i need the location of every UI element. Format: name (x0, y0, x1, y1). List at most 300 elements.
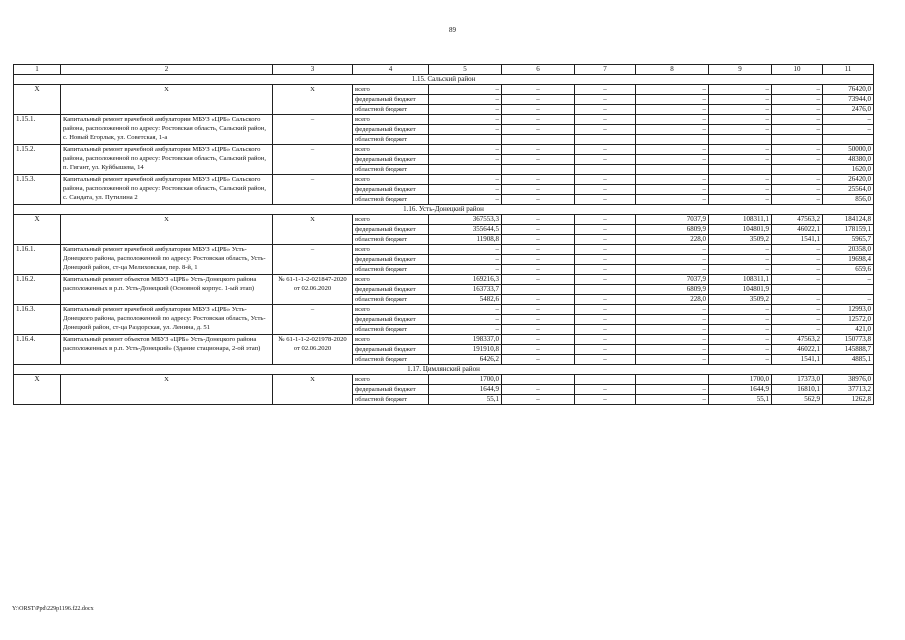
value-cell (709, 135, 772, 145)
value-cell: 198337,0 (429, 335, 502, 345)
value-cell: 11908,8 (429, 235, 502, 245)
value-cell: – (709, 305, 772, 315)
value-cell: 1262,8 (823, 395, 874, 405)
page-number: 89 (449, 26, 456, 34)
value-cell: 3509,2 (709, 295, 772, 305)
value-cell: – (429, 255, 502, 265)
funding-source: всего (353, 245, 429, 255)
value-cell: 355644,5 (429, 225, 502, 235)
value-cell: 1644,9 (429, 385, 502, 395)
value-cell: – (575, 145, 636, 155)
header-cell: 3 (273, 65, 353, 75)
value-cell: – (502, 355, 575, 365)
value-cell: – (772, 145, 823, 155)
value-cell: – (772, 255, 823, 265)
value-cell: – (575, 85, 636, 95)
value-cell: – (502, 105, 575, 115)
value-cell: – (502, 225, 575, 235)
value-cell: 228,0 (636, 235, 709, 245)
value-cell: – (429, 85, 502, 95)
value-cell: – (575, 185, 636, 195)
value-cell: – (636, 255, 709, 265)
value-cell: – (772, 315, 823, 325)
item-document: – (273, 115, 353, 145)
header-cell: 9 (709, 65, 772, 75)
value-cell: – (709, 255, 772, 265)
value-cell: – (772, 115, 823, 125)
value-cell: – (502, 245, 575, 255)
item-name: Капитальный ремонт объектов МБУЗ «ЦРБ» Усть-Донецкого района расположенных в р.п. Усть-Донецкий (Основной корпус. 1-ый этап) (61, 275, 273, 305)
value-cell (575, 375, 636, 385)
value-cell: 7037,9 (636, 275, 709, 285)
value-cell (429, 165, 502, 175)
item-document: – (273, 145, 353, 175)
value-cell: 12993,0 (823, 305, 874, 315)
value-cell: – (823, 295, 874, 305)
value-cell: – (636, 355, 709, 365)
item-document: № 61-1-1-2-021847-2020 от 02.06.2020 (273, 275, 353, 305)
funding-source: областной бюджет (353, 295, 429, 305)
value-cell: – (772, 85, 823, 95)
value-cell: – (502, 175, 575, 185)
value-cell: – (772, 105, 823, 115)
value-cell: 46022,1 (772, 345, 823, 355)
value-cell: – (502, 325, 575, 335)
item-number: 1.16.2. (14, 275, 61, 305)
section-row (14, 75, 874, 85)
value-cell: – (502, 395, 575, 405)
value-cell: – (636, 335, 709, 345)
value-cell: – (575, 245, 636, 255)
funding-source: всего (353, 275, 429, 285)
value-cell: – (502, 305, 575, 315)
value-cell: 5482,6 (429, 295, 502, 305)
item-number: 1.15.3. (14, 175, 61, 205)
table-row (14, 115, 874, 125)
footer-path: Y:\ORST\Ppd\229p1196.f22.docx (12, 606, 94, 612)
value-cell: – (709, 355, 772, 365)
value-cell: – (502, 335, 575, 345)
value-cell: – (709, 335, 772, 345)
value-cell: – (502, 85, 575, 95)
value-cell: – (636, 315, 709, 325)
item-name: Капитальный ремонт врачебной амбулатории МБУЗ «ЦРБ» Сальского района, расположенной по адресу: Ростовская область, Сальский район, п. Гигант, ул. Куйбышева, 14 (61, 145, 273, 175)
item-document: – (273, 305, 353, 335)
funding-source: областной бюджет (353, 325, 429, 335)
value-cell: – (502, 345, 575, 355)
value-cell: 1644,9 (709, 385, 772, 395)
value-cell: – (575, 325, 636, 335)
value-cell: – (575, 265, 636, 275)
value-cell: – (429, 95, 502, 105)
header-cell: 8 (636, 65, 709, 75)
header-cell: 7 (575, 65, 636, 75)
value-cell: 16810,1 (772, 385, 823, 395)
funding-source: областной бюджет (353, 235, 429, 245)
value-cell: – (636, 125, 709, 135)
value-cell: – (502, 215, 575, 225)
value-cell: – (575, 295, 636, 305)
value-cell: – (575, 195, 636, 205)
value-cell: – (502, 315, 575, 325)
funding-source: всего (353, 175, 429, 185)
value-cell: 1541,1 (772, 355, 823, 365)
value-cell: – (502, 145, 575, 155)
value-cell: – (429, 305, 502, 315)
value-cell: – (709, 115, 772, 125)
funding-source: всего (353, 215, 429, 225)
value-cell: – (772, 325, 823, 335)
value-cell: 19698,4 (823, 255, 874, 265)
item-number: X (14, 85, 61, 115)
value-cell: 6809,9 (636, 225, 709, 235)
value-cell (575, 165, 636, 175)
funding-source: областной бюджет (353, 135, 429, 145)
value-cell: – (575, 275, 636, 285)
value-cell: 367553,3 (429, 215, 502, 225)
value-cell: – (429, 175, 502, 185)
table-row (14, 375, 874, 385)
value-cell (575, 135, 636, 145)
value-cell: – (575, 335, 636, 345)
value-cell: 47563,2 (772, 335, 823, 345)
value-cell: – (772, 195, 823, 205)
value-cell: – (575, 155, 636, 165)
value-cell: 6426,2 (429, 355, 502, 365)
value-cell: – (636, 155, 709, 165)
value-cell (502, 135, 575, 145)
value-cell: – (502, 295, 575, 305)
value-cell: – (823, 115, 874, 125)
value-cell (575, 285, 636, 295)
item-number: X (14, 215, 61, 245)
value-cell: – (636, 325, 709, 335)
item-name: Капитальный ремонт врачебной амбулатории МБУЗ «ЦРБ» Сальского района, расположенной по адресу: Ростовская область, Сальский район, с. Сандата, ул. Путилина 2 (61, 175, 273, 205)
value-cell: – (575, 115, 636, 125)
item-document: X (273, 375, 353, 405)
value-cell: – (823, 275, 874, 285)
budget-table (13, 64, 874, 405)
value-cell: – (636, 245, 709, 255)
value-cell: – (636, 265, 709, 275)
value-cell: – (709, 185, 772, 195)
funding-source: федеральный бюджет (353, 225, 429, 235)
value-cell: – (709, 345, 772, 355)
value-cell: 191910,8 (429, 345, 502, 355)
item-number: 1.16.3. (14, 305, 61, 335)
value-cell: 108311,1 (709, 215, 772, 225)
value-cell: – (429, 125, 502, 135)
section-title: 1.15. Сальский район (14, 75, 874, 85)
value-cell: 37713,2 (823, 385, 874, 395)
header-cell: 5 (429, 65, 502, 75)
value-cell: 108311,1 (709, 275, 772, 285)
value-cell: – (636, 115, 709, 125)
value-cell: 1541,1 (772, 235, 823, 245)
value-cell: 104801,9 (709, 285, 772, 295)
value-cell: 46022,1 (772, 225, 823, 235)
value-cell: – (709, 315, 772, 325)
value-cell: – (429, 325, 502, 335)
value-cell: – (636, 395, 709, 405)
section-title: 1.17. Цимлянский район (14, 365, 874, 375)
value-cell: – (709, 145, 772, 155)
funding-source: всего (353, 335, 429, 345)
value-cell: – (575, 95, 636, 105)
value-cell: – (636, 95, 709, 105)
value-cell: 856,0 (823, 195, 874, 205)
value-cell (709, 165, 772, 175)
value-cell: – (709, 175, 772, 185)
value-cell: – (502, 185, 575, 195)
value-cell: 184124,8 (823, 215, 874, 225)
funding-source: областной бюджет (353, 195, 429, 205)
funding-source: федеральный бюджет (353, 155, 429, 165)
value-cell: – (709, 265, 772, 275)
value-cell: – (709, 125, 772, 135)
value-cell: – (575, 175, 636, 185)
value-cell: – (709, 325, 772, 335)
value-cell: 3509,2 (709, 235, 772, 245)
value-cell: 20358,0 (823, 245, 874, 255)
section-row (14, 365, 874, 375)
value-cell: – (429, 195, 502, 205)
table-row (14, 305, 874, 315)
funding-source: федеральный бюджет (353, 285, 429, 295)
item-name: Капитальный ремонт объектов МБУЗ «ЦРБ» Усть-Донецкого района расположенных в р.п. Усть-Донецкий» (Здание стационара, 2-ой этап) (61, 335, 273, 365)
funding-source: федеральный бюджет (353, 345, 429, 355)
value-cell: – (823, 125, 874, 135)
value-cell: – (429, 115, 502, 125)
value-cell: 38976,0 (823, 375, 874, 385)
item-name: Капитальный ремонт врачебной амбулатории МБУЗ «ЦРБ» Усть-Донецкого района, расположенной по адресу: Ростовская область, Усть-Донецкий район, ст-ца Мелиховская, пер. 8-й, 1 (61, 245, 273, 275)
value-cell: – (429, 245, 502, 255)
value-cell: 163733,7 (429, 285, 502, 295)
value-cell: – (709, 95, 772, 105)
value-cell (823, 285, 874, 295)
value-cell: 169216,3 (429, 275, 502, 285)
value-cell: 2476,0 (823, 105, 874, 115)
value-cell: – (575, 315, 636, 325)
item-number: 1.15.2. (14, 145, 61, 175)
value-cell: – (575, 235, 636, 245)
value-cell: – (772, 175, 823, 185)
funding-source: всего (353, 85, 429, 95)
header-cell: 1 (14, 65, 61, 75)
value-cell: 145888,7 (823, 345, 874, 355)
value-cell: – (709, 245, 772, 255)
item-name: X (61, 215, 273, 245)
value-cell (636, 135, 709, 145)
funding-source: федеральный бюджет (353, 185, 429, 195)
header-row (14, 65, 874, 75)
value-cell: 55,1 (429, 395, 502, 405)
item-number: X (14, 375, 61, 405)
value-cell: – (636, 105, 709, 115)
value-cell: – (709, 155, 772, 165)
value-cell (502, 165, 575, 175)
value-cell: – (636, 85, 709, 95)
value-cell: 104801,9 (709, 225, 772, 235)
item-document: X (273, 85, 353, 115)
value-cell (636, 375, 709, 385)
value-cell: – (772, 125, 823, 135)
value-cell: 178159,1 (823, 225, 874, 235)
value-cell: – (575, 305, 636, 315)
value-cell: – (575, 105, 636, 115)
funding-source: всего (353, 115, 429, 125)
value-cell: – (502, 385, 575, 395)
value-cell: – (575, 345, 636, 355)
value-cell: – (575, 355, 636, 365)
value-cell: 228,0 (636, 295, 709, 305)
value-cell: – (772, 305, 823, 315)
value-cell: – (429, 155, 502, 165)
item-number: 1.16.4. (14, 335, 61, 365)
item-name: X (61, 85, 273, 115)
table-row (14, 275, 874, 285)
value-cell: 6809,9 (636, 285, 709, 295)
value-cell: 12572,0 (823, 315, 874, 325)
table-row (14, 175, 874, 185)
value-cell: 48380,0 (823, 155, 874, 165)
value-cell: – (709, 105, 772, 115)
value-cell: 5965,7 (823, 235, 874, 245)
item-document: № 61-1-1-2-021978-2020 от 02.06.2020 (273, 335, 353, 365)
value-cell: 76420,0 (823, 85, 874, 95)
value-cell (823, 135, 874, 145)
value-cell: – (502, 125, 575, 135)
value-cell: – (575, 255, 636, 265)
value-cell: – (575, 125, 636, 135)
header-cell: 11 (823, 65, 874, 75)
section-title: 1.16. Усть-Донецкий район (14, 205, 874, 215)
value-cell: – (502, 265, 575, 275)
value-cell: – (636, 145, 709, 155)
value-cell: – (772, 265, 823, 275)
value-cell: 421,0 (823, 325, 874, 335)
value-cell: – (429, 315, 502, 325)
value-cell: – (636, 305, 709, 315)
funding-source: федеральный бюджет (353, 385, 429, 395)
value-cell: 1700,0 (429, 375, 502, 385)
value-cell: – (636, 175, 709, 185)
value-cell: – (502, 235, 575, 245)
funding-source: всего (353, 145, 429, 155)
value-cell: – (429, 265, 502, 275)
header-cell: 2 (61, 65, 273, 75)
item-name: X (61, 375, 273, 405)
value-cell: 17373,0 (772, 375, 823, 385)
value-cell: 1620,0 (823, 165, 874, 175)
funding-source: областной бюджет (353, 355, 429, 365)
value-cell: – (575, 225, 636, 235)
value-cell: – (772, 155, 823, 165)
value-cell: 25564,0 (823, 185, 874, 195)
item-number: 1.16.1. (14, 245, 61, 275)
value-cell: 1700,0 (709, 375, 772, 385)
value-cell: 4885,1 (823, 355, 874, 365)
value-cell: 7037,9 (636, 215, 709, 225)
value-cell: 50000,0 (823, 145, 874, 155)
value-cell: 659,6 (823, 265, 874, 275)
value-cell (772, 135, 823, 145)
value-cell: – (772, 245, 823, 255)
item-number: 1.15.1. (14, 115, 61, 145)
table-row (14, 215, 874, 225)
value-cell: – (502, 115, 575, 125)
item-document: – (273, 245, 353, 275)
header-cell: 4 (353, 65, 429, 75)
table-row (14, 145, 874, 155)
value-cell: – (575, 215, 636, 225)
value-cell: 26420,0 (823, 175, 874, 185)
funding-source: федеральный бюджет (353, 95, 429, 105)
value-cell: – (772, 295, 823, 305)
value-cell: – (429, 105, 502, 115)
table-row (14, 85, 874, 95)
funding-source: федеральный бюджет (353, 315, 429, 325)
item-name: Капитальный ремонт врачебной амбулатории МБУЗ «ЦРБ» Сальского района, расположенной по адресу: Ростовская область, Сальский район, с. Новый Егорлык, ул. Советская, 1-а (61, 115, 273, 145)
value-cell: 150773,8 (823, 335, 874, 345)
value-cell: – (502, 95, 575, 105)
value-cell: – (772, 275, 823, 285)
item-name: Капитальный ремонт врачебной амбулатории МБУЗ «ЦРБ» Усть-Донецкого района, расположенной по адресу: Ростовская область, Усть-Донецкий район, ст-ца Раздорская, ул. Ленина, д. 51 (61, 305, 273, 335)
value-cell: 562,9 (772, 395, 823, 405)
value-cell: – (636, 185, 709, 195)
item-document: X (273, 215, 353, 245)
header-cell: 6 (502, 65, 575, 75)
funding-source: областной бюджет (353, 265, 429, 275)
value-cell: – (429, 185, 502, 195)
value-cell (772, 285, 823, 295)
value-cell (502, 375, 575, 385)
funding-source: всего (353, 305, 429, 315)
table-row (14, 245, 874, 255)
funding-source: федеральный бюджет (353, 255, 429, 265)
value-cell: – (709, 195, 772, 205)
value-cell: – (709, 85, 772, 95)
funding-source: областной бюджет (353, 165, 429, 175)
value-cell: – (575, 385, 636, 395)
value-cell (429, 135, 502, 145)
value-cell: 73944,0 (823, 95, 874, 105)
value-cell (502, 285, 575, 295)
value-cell: – (772, 95, 823, 105)
section-row (14, 205, 874, 215)
value-cell: – (429, 145, 502, 155)
value-cell: – (502, 275, 575, 285)
funding-source: федеральный бюджет (353, 125, 429, 135)
value-cell: – (636, 385, 709, 395)
funding-source: областной бюджет (353, 395, 429, 405)
value-cell: – (772, 185, 823, 195)
value-cell: – (575, 395, 636, 405)
value-cell: – (502, 155, 575, 165)
table-row (14, 335, 874, 345)
value-cell: – (502, 195, 575, 205)
value-cell (636, 165, 709, 175)
value-cell (772, 165, 823, 175)
value-cell: – (636, 195, 709, 205)
value-cell: 55,1 (709, 395, 772, 405)
value-cell: – (636, 345, 709, 355)
value-cell: – (502, 255, 575, 265)
value-cell: 47563,2 (772, 215, 823, 225)
item-document: – (273, 175, 353, 205)
header-cell: 10 (772, 65, 823, 75)
funding-source: всего (353, 375, 429, 385)
